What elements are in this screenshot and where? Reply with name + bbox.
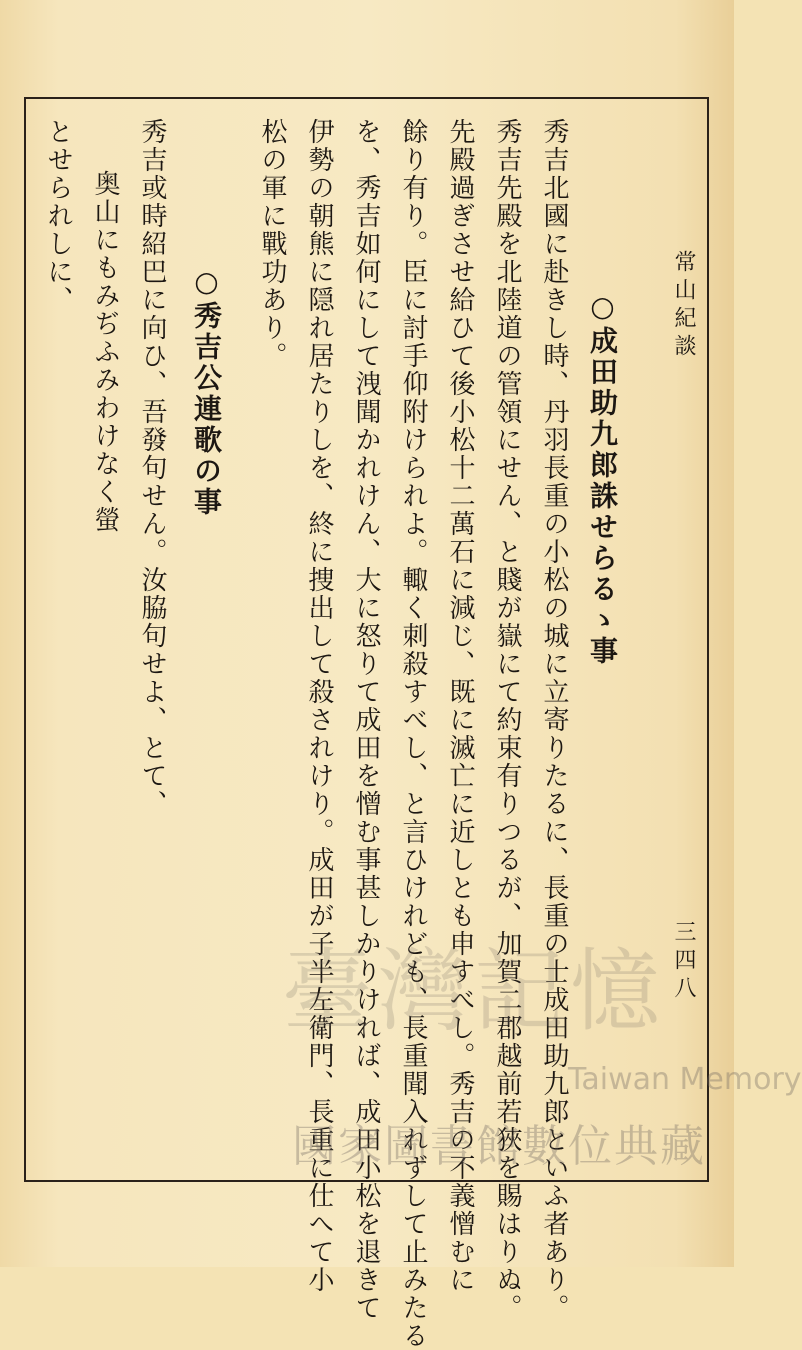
section-heading-naritasuke: ○成田助九郎誅せらるゝ事 [586,290,619,667]
book-title: 常山紀談 [671,250,696,362]
watermark-logo: 臺灣記憶 [282,939,666,1044]
body-line: 秀吉先殿を北陸道の管領にせん、と賤が嶽にて約束有りつるが、加賀二郡越前若狹を賜はりぬ。 [492,118,522,1322]
watermark-chinese: 國家圖書館數位典藏 [292,1121,706,1172]
body-line: 秀吉北國に赴きし時、丹羽長重の小松の城に立寄りたるに、長重の士成田助九郎といふ者あり。 [539,118,569,1322]
body-line: 伊勢の朝熊に隠れ居たりしを、終に捜出して殺されけり。成田が子半左衛門、長重に仕へて小 [304,118,334,1294]
section-heading-renga: ○秀吉公連歌の事 [190,265,223,518]
body-line: 餘り有り。臣に討手仰附けられよ。輙く刺殺すべし、と言ひけれども、長重聞入れずして止みたる [398,118,428,1350]
page-number: 三四八 [671,920,696,1004]
body-line: とせられしに、 [43,118,73,314]
watermark-english: Taiwan Memory [568,1062,802,1097]
body-line: 秀吉或時紹巴に向ひ、吾發句せん。汝脇句せよ、とて、 [137,118,167,818]
body-line: を、秀吉如何にして洩聞かれけん、大に怒りて成田を憎む事甚しかりければ、成田小松を退きて [351,118,381,1322]
poem-line: 奥山にもみぢふみわけなく螢 [90,170,120,534]
body-line: 松の軍に戰功あり。 [257,118,287,370]
body-line: 先殿過ぎさせ給ひて後小松十二萬石に減じ、既に滅亡に近しとも申すべし。秀吉の不義憎むに [445,118,475,1294]
